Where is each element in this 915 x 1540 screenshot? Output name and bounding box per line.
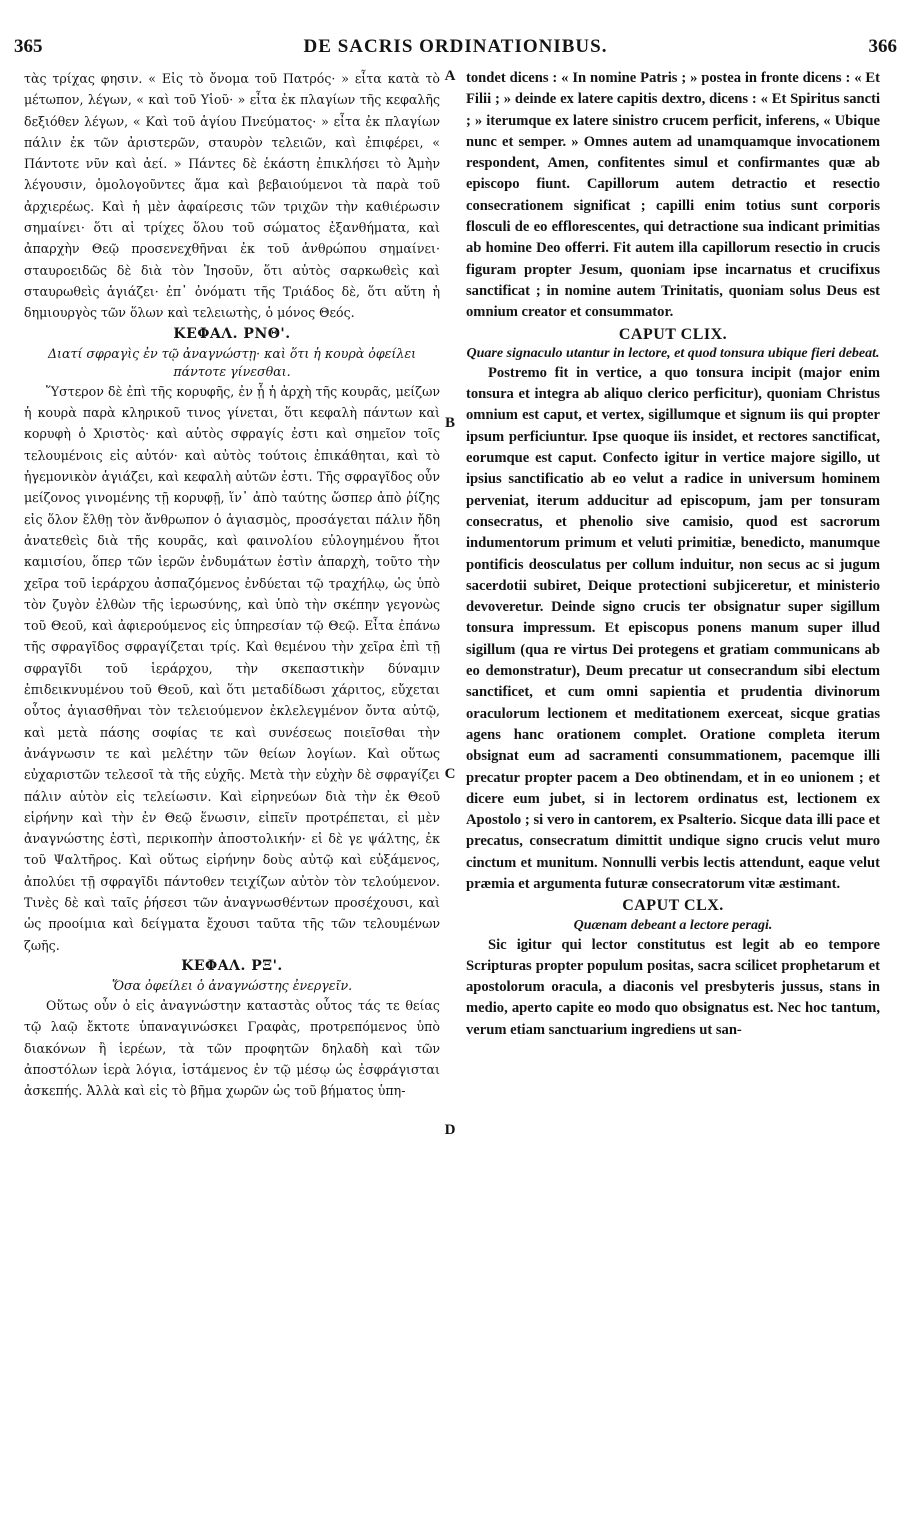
latin-column	[466, 68, 880, 1041]
page-number-left: 365	[14, 36, 43, 57]
margin-marker-b: B	[444, 415, 455, 431]
greek-chapter-159-subtitle: Διατί σφραγὶς ἐν τῷ ἀναγνώστῃ· καὶ ὅτι ἡ κουρὰ ὀφείλει πάντοτε γίνεσθαι.	[47, 345, 417, 379]
latin-chapter-160-subtitle: Quænam debeant a lectore peragi.	[573, 917, 773, 933]
page-number-right: 366	[868, 36, 897, 57]
greek-paragraph-2: Ὕστερον δὲ ἐπὶ τῆς κορυφῆς, ἐν ᾗ ἡ ἀρχὴ τῆς κουρᾶς, μείζων ἡ κουρὰ παρὰ κληρικοῦ τινος γίνεται, ὅτι κεφαλὴ πάντων καὶ κορυφὴ ὁ Χριστὸς· καὶ αὐτὸς σφραγίς ἐστι καὶ σημεῖον τοῖς τελουμένοις εἰς αὐτόν· καὶ αὐτὸς τούτοις ἐπικάθηται, καὶ τὸ ἡγεμονικὸν ἁγιάζει, καὶ κεφαλὴ αὐτῶν ἐστι. Τῆς σφραγῖδος οὖν μείζονος γινομένης τῇ κορυφῇ, ἵν᾽ ἀπὸ ταύτης ὥσπερ ἀπὸ ῥίζης εἰς ὅλον ἔλθῃ τὸν ἄνθρωπον ὁ ἁγιασμὸς, προσάγεται πάλιν ἤδη ἀνατεθεὶς διὰ τῆς κουρᾶς, καὶ φαινολίου εὐλογημένου ἤτοι καμισίου, ὅπερ τῶν ἱερῶν ἐνδυμάτων ἐστὶν ἀπαρχὴ, τοῦτο τὴν χεῖρα τοῦ ἱεράρχου ἀσπαζόμενος ἐνδύεται τῷ τραχήλῳ, ὡς ὑπὸ τὸν ζυγὸν ἐλθὼν τῆς ἱερωσύνης, καὶ ὑπὸ τὴν σκέπην γεγονὼς τοῦ Θεοῦ, καὶ ἀφιερούμενος εἰς ὑπηρεσίαν τῷ Θεῷ. Εἶτα ἐπάνω τῆς σφραγῖδος σφραγίζεται τρίς. Καὶ θεμένου τὴν χεῖρα ἐπὶ τῇ σφραγῖδι τοῦ ἱεράρχου, τὴν σκεπαστικὴν δύναμιν ἐπιδεικνυμένου τοῦ Θεοῦ, καὶ ὅτι μεταδίδωσι χάριτος, εὔχεται οὗτος ἁγιασθῆναι τὸν τελειούμενον ἐκλελεγμένον ὄντα αὐτῷ, καὶ μετὰ πάσης σοφίας τε καὶ συνέσεως ποιεῖσθαι τὴν ἀνάγνωσιν τε καὶ μελέτην τῶν θείων λογίων. Καὶ οὕτως εὐχαριστῶν τελεσοῖ τὰ τῆς εὐχῆς. Μετὰ τὴν εὐχὴν δὲ σφραγίζει πάλιν αὐτὸν εἰς τελείωσιν. Καὶ εἰρηνεύων διὰ τὴν ἐκ Θεοῦ εἰρήνην καὶ τὴν ἐν Θεῷ ἕνωσιν, εἰπεῖν προτρέπεται, εἰ μὲν ἀναγνώστης ἐστὶ, περικοπὴν ἀποστολικήν· εἰ δὲ γε ψάλτης, ἐκ τοῦ Ψαλτῆρος. Καὶ οὕτως εἰρήνην δοὺς αὐτῷ καὶ εὐξάμενος, ἀπολύει τῇ σφραγῖδι πάντοθεν τειχίζων αὐτὸν τὸν τελούμενον. Τινὲς δὲ καὶ ταῖς ῥήσεσι τῶν ἀναγνωσθέντων προσέχουσι, καὶ ὡς προοίμια καὶ δείγματα ἔχουσι ταῦτα τῆς τῶν τελουμένων ζωῆς.	[24, 383, 440, 953]
greek-chapter-160-subtitle: Ὅσα ὀφείλει ὁ ἀναγνώστης ἐνεργεῖν.	[111, 978, 353, 994]
greek-column	[24, 68, 440, 1102]
latin-paragraph-1: tondet dicens : « In nomine Patris ; » postea in fronte dicens : « Et Filii ; » deinde ex latere capitis dextro, dicens : « Et Spiritus sancti ; » iterumque ex latere sinistro crucem perficit, inferens, « Ubique nunc et semper. » Omnes autem ad unamquamque invocationem respondent, Amen, confitentes simul et confirmantes quæ ab episcopo fiunt. Capillorum autem detractio et resectio consecrationem significat ; capilli enim totius sunt corporis flosculi de eo efflorescentes, qui detractione sua indicant primitias ab homine Deo offerri. Fit autem illa capillorum resectio in crucis figuram propter Jesum, quoniam ipse incarnatus et crucifixus sanctificat ; in nomine autem Trinitatis, quoniam solus Deus est omnium creator et consummator.	[466, 70, 880, 321]
margin-marker-c: C	[444, 766, 456, 782]
greek-chapter-160-title: ΚΕΦΑΛ. ΡΞ'.	[181, 957, 283, 974]
latin-chapter-159-title: CAPUT CLIX.	[618, 325, 728, 343]
latin-paragraph-2: Postremo fit in vertice, a quo tonsura incipit (major enim tonsura et integra ab aliquo clerico perficitur), quoniam Christus omnium est caput, et vertex, sigillumque et signum iis qui propter ipsum perficiuntur. Ipse quoque iis insidet, et rectores sanctificat, eorumque est caput. Confecto igitur in vertice majore sigillo, ut ipsius sanctificatio ab eo velut a radice in universum hominem perveniat, iterum adducitur ad episcopum, jam per tonsuram consecratus, et phenolio sive camisio, quod est sacrorum indumentorum primum et veluti primitiæ, benedicto, manumque pontificis deosculatus per collum induitur, non secus ac si jugum sacerdotii subiret, Deique protectioni subjiceretur, et ministerio devoveretur. Deinde signo crucis ter obsignatur super sigillum tonsura impressum. Et episcopus ponens manum super illud sigillum (qua re virtus Dei protegens et gratiam communicans ab eo demonstratur), Deum precatur ut consecrandum sibi electum sanctificet, et cum omni sapientia et prudentia divinorum oraculorum lectionem et meditationem exerceat, sicque gratias agens hanc orationem complet. Oratione completa iterum obsignat eum ad sacramenti consummationem, pacemque illi precatur propter pacem a Deo obtinendam, et in eo unionem ; et dicere eum jubet, si in lectorem ordinatus est, lectionem ex Apostolo ; si vero in cantorem, ex Psalterio. Sicque data illi pace et precatus, consecratum dimittit undique signo crucis velut muro cinctum et munitum. Nonnulli verbis lectis attendunt, eaque velut præmia et argumenta futuræ consecratorum vitæ æstimant.	[466, 364, 880, 892]
running-title: DE SACRIS ORDINATIONIBUS.	[303, 36, 608, 57]
latin-paragraph-3: Sic igitur qui lector constitutus est legit ab eo tempore Scripturas propter populum positas, sacra scilicet prophetarum et apostolorum oracula, a diaconis vel presbyteris jussus, stans in medio, aperto capite eo modo quo obsignatus est. Nec hoc tantum, verum etiam sanctuarium ingrediens ut san-	[466, 936, 880, 1038]
latin-chapter-159-subtitle: Quare signaculo utantur in lectore, et quod tonsura ubique fieri debeat.	[466, 345, 880, 361]
greek-paragraph-3: Οὕτως οὖν ὁ εἰς ἀναγνώστην καταστὰς οὗτος τάς τε θείας τῷ λαῷ ἔκτοτε ὑπαναγινώσκει Γραφὰς, προτρεπόμενος ὑπὸ διακόνων ἢ ἱερέων, τὰ τῶν προφητῶν δηλαδὴ καὶ τῶν ἀποστόλων ἱερὰ λόγια, ἱστάμενος ἐν τῷ μέσῳ ὡς ἐσφράγισται ἀσκεπής. Ἀλλὰ καὶ εἰς τὸ βῆμα χωρῶν ὡς τοῦ βήματος ὑπη-	[24, 998, 440, 1099]
greek-paragraph-1: τὰς τρίχας φησιν. « Εἰς τὸ ὄνομα τοῦ Πατρός· » εἶτα κατὰ τὸ μέτωπον, λέγων, « καὶ τοῦ Υἱοῦ· » εἶτα ἐκ πλαγίων τῆς κεφαλῆς δεξιόθεν λέγων, « Καὶ τοῦ ἁγίου Πνεύματος· » εἶτα ἐκ πλαγίων πάλιν ἐκ τῶν ἀριστερῶν, σταυρὸν τελειῶν, καὶ ἐπιφέρει, « Πάντοτε νῦν καὶ ἀεί. » Πάντες δὲ ἑκάστη ἐπικλήσει τὸ Ἀμὴν λέγουσιν, ὁμολογοῦντες ἅμα καὶ βεβαιούμενοι τὰ παρὰ τοῦ ἀρχιερέως. Καὶ ἡ μὲν ἀφαίρεσις τῶν τριχῶν τὴν καθιέρωσιν σημαίνει· ὅτι αἱ τρίχες ὅλου τοῦ σώματος ἐξανθήματα, καὶ ἀπαρχὴν Θεῷ προσενεχθῆναι ἐκ τοῦ ἀνθρώπου σημαίνει· σταυροειδῶς δὲ διὰ τὸν Ἰησοῦν, ὅτι αὐτὸς σαρκωθεὶς καὶ σταυρωθεὶς ἁγιάζει· ἐπ᾽ ὀνόματι τῆς Τριάδος δὲ, ὅτι αὕτη ἡ δημιουργὸς τῶν ὅλων καὶ τελειωτὴς, ὁ μόνος Θεός.	[24, 71, 440, 321]
greek-chapter-159-title: ΚΕΦΑΛ. ΡΝΘ'.	[173, 325, 291, 342]
margin-marker-d: D	[444, 1122, 456, 1138]
margin-marker-a: A	[444, 68, 456, 84]
running-header	[14, 36, 897, 62]
latin-chapter-160-title: CAPUT CLX.	[622, 897, 724, 915]
